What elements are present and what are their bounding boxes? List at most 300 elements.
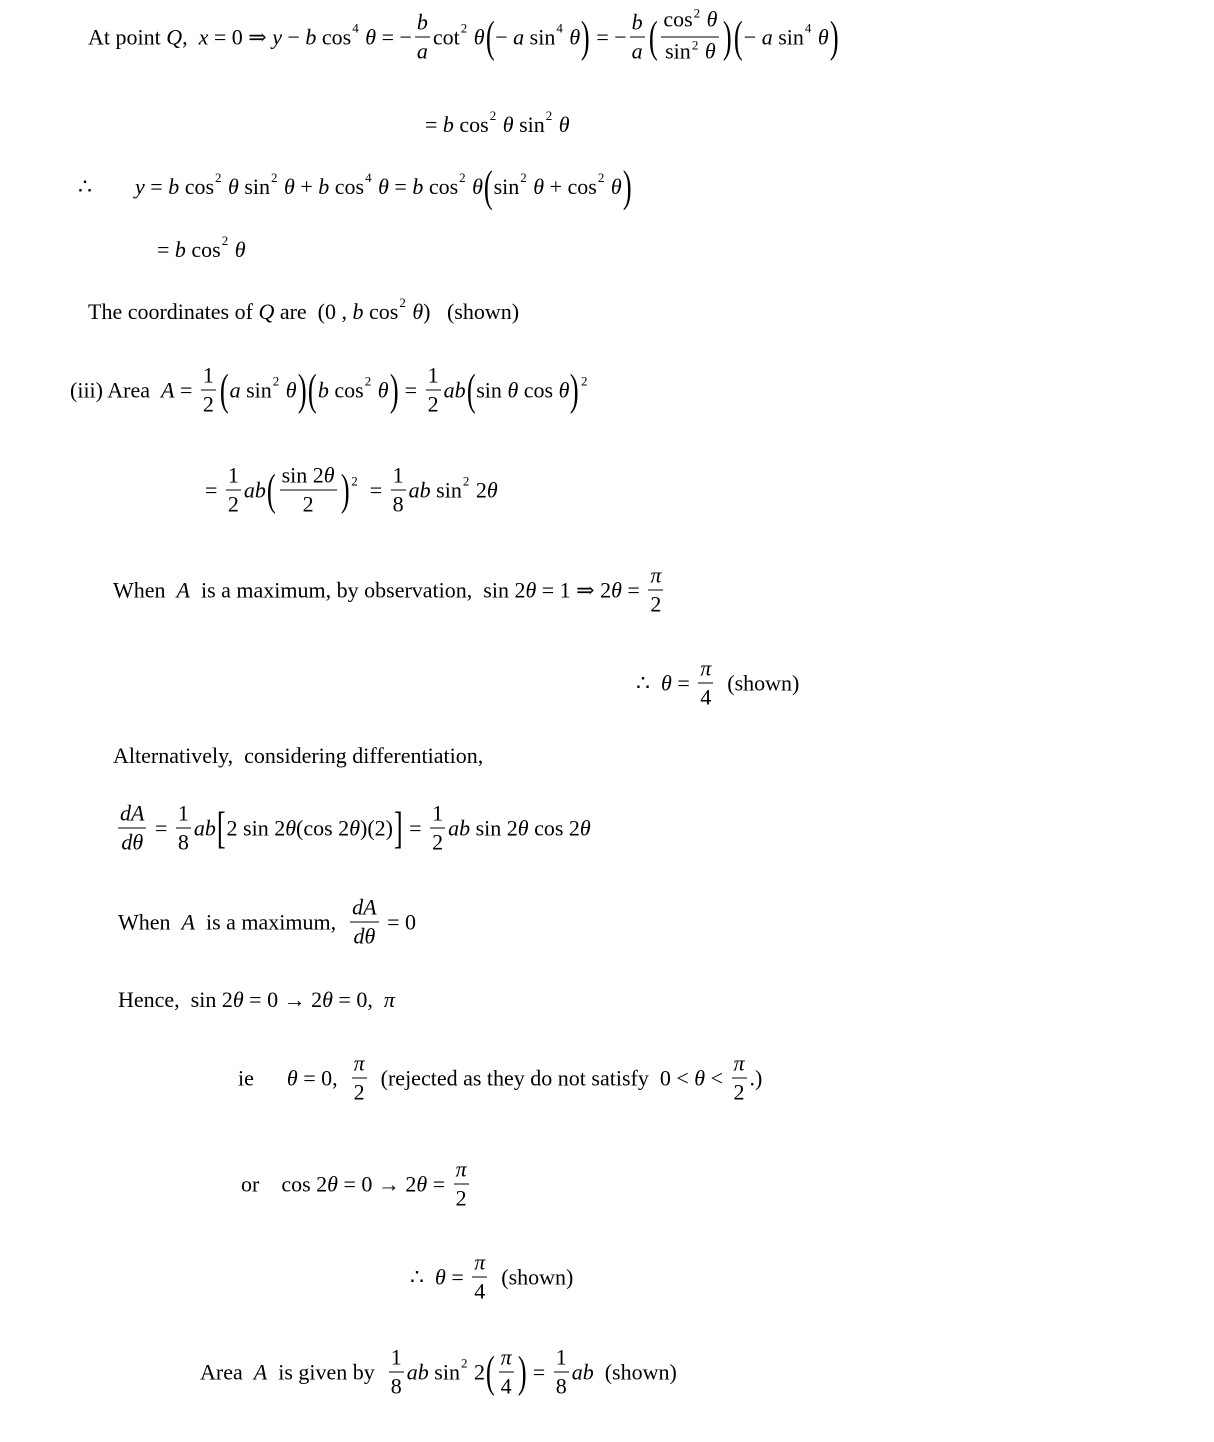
math-variable: b [412, 174, 424, 199]
math-text: 2 [202, 391, 214, 417]
math-variable: θ [416, 1171, 428, 1196]
math-variable: π [733, 1050, 745, 1076]
math-text: cos [423, 174, 459, 199]
math-text: = − [590, 24, 627, 49]
math-text: sin [240, 377, 272, 402]
math-text: = 0 ⇒ [208, 24, 273, 49]
fraction [732, 1050, 747, 1107]
math-variable: dθ [353, 923, 376, 949]
math-text: 2 [227, 491, 239, 517]
fraction [698, 655, 713, 712]
equation-line [241, 1156, 472, 1213]
math-text: 2 [470, 477, 487, 502]
bracket: ) [297, 365, 307, 414]
superscript: 2 [520, 170, 527, 185]
numerator [391, 462, 406, 491]
math-variable: π [353, 1050, 365, 1076]
math-variable: θ [473, 24, 485, 49]
bracket: ( [485, 12, 495, 61]
math-variable: A [161, 377, 175, 402]
math-text: = [205, 477, 223, 502]
fraction [201, 362, 216, 419]
superscript: 2 [693, 5, 701, 21]
denominator [176, 829, 191, 857]
math-text: 2 [432, 829, 444, 855]
superscript: 2 [597, 170, 605, 185]
math-text: = [399, 377, 423, 402]
fraction [472, 1249, 487, 1306]
superscript: 2 [460, 1355, 468, 1370]
denominator [648, 591, 663, 619]
math-variable: θ [285, 815, 297, 840]
superscript: 2 [459, 170, 466, 185]
numerator [499, 1344, 514, 1373]
math-variable: θ [486, 477, 498, 502]
math-text: 2 [427, 391, 439, 417]
fraction [350, 894, 378, 951]
equation-line [157, 233, 246, 263]
math-text: , [182, 24, 199, 49]
math-text: = 0 → 2 [243, 987, 323, 1012]
math-text: is a maximum, [194, 909, 348, 934]
superscript: 2 [581, 373, 588, 388]
numerator [426, 362, 441, 391]
superscript: 2 [489, 108, 497, 123]
math-text: = [621, 577, 646, 602]
math-text: 8 [555, 1373, 567, 1399]
bracket: ( [648, 12, 658, 61]
fraction [426, 362, 441, 419]
bracket: ) [829, 12, 839, 61]
math-text: = [671, 670, 696, 695]
math-variable: θ [228, 174, 239, 199]
math-variable: θ [232, 987, 244, 1012]
math-variable: a [631, 38, 643, 64]
math-text: is given by [267, 1359, 386, 1384]
math-variable: ab [243, 477, 266, 502]
denominator [663, 38, 718, 69]
math-variable: θ [610, 174, 622, 199]
math-variable: θ [322, 987, 333, 1012]
math-text: cot [432, 24, 460, 49]
math-variable: π [500, 1344, 512, 1370]
numerator [280, 462, 337, 491]
denominator [301, 491, 316, 519]
equation-line [238, 1050, 762, 1107]
math-variable: a [761, 24, 773, 49]
math-variable: b [305, 24, 317, 49]
fraction [280, 462, 337, 519]
numerator [648, 562, 663, 591]
bracket: ( [483, 162, 493, 211]
math-text: 4 [474, 1278, 486, 1304]
denominator [630, 38, 645, 66]
bracket: ( [485, 1347, 495, 1396]
superscript: 2 [462, 473, 470, 488]
fraction [499, 1344, 514, 1401]
math-variable: b [168, 174, 180, 199]
math-variable: θ [704, 38, 716, 64]
math-text: = [445, 1264, 470, 1289]
math-text: is a maximum, by observation, sin 2 [189, 577, 526, 602]
numerator [472, 1249, 487, 1278]
math-text: cos [316, 24, 352, 49]
equation-line [115, 800, 591, 857]
numerator [226, 462, 241, 491]
denominator [426, 391, 441, 419]
math-text: cos [663, 6, 693, 32]
math-text: ∴ [78, 174, 92, 199]
math-variable: θ [706, 6, 718, 32]
math-text: 2 [353, 1079, 365, 1105]
numerator [430, 800, 445, 829]
math-variable: y [272, 24, 282, 49]
math-variable: a [229, 377, 241, 402]
math-variable: b [174, 237, 186, 262]
math-variable: θ [286, 1065, 298, 1090]
bracket: ) [517, 1347, 527, 1396]
math-text: (shown) [490, 1264, 574, 1289]
fraction [118, 800, 146, 857]
bracket: ( [266, 465, 276, 514]
math-text: Hence, sin 2 [118, 987, 233, 1012]
math-text: ) (shown) [423, 299, 520, 324]
superscript: 2 [545, 108, 553, 123]
math-text: (shown) [593, 1359, 677, 1384]
math-text: − [743, 24, 762, 49]
math-variable: ab [448, 815, 471, 840]
math-text: = 0 [381, 909, 417, 934]
math-variable: π [700, 655, 712, 681]
bracket: ) [723, 12, 733, 61]
denominator [472, 1278, 487, 1306]
numerator [389, 1344, 404, 1373]
denominator [226, 491, 241, 519]
superscript: 2 [351, 473, 358, 488]
math-text: sin 2 [281, 462, 324, 488]
denominator [499, 1373, 514, 1401]
bracket: ] [393, 803, 403, 852]
denominator [201, 391, 216, 419]
fraction [430, 800, 445, 857]
math-text: = [403, 815, 428, 840]
equation-line [88, 295, 520, 325]
math-text: = 0 → 2 [337, 1171, 417, 1196]
equation-line [200, 1344, 677, 1401]
math-variable: θ [558, 112, 570, 137]
math-variable: ab [406, 1359, 429, 1384]
math-text: cos [329, 174, 365, 199]
denominator [351, 923, 377, 951]
fraction [176, 800, 191, 857]
superscript: 2 [399, 295, 406, 310]
bracket: ) [389, 365, 399, 414]
math-variable: dθ [121, 829, 144, 855]
math-variable: θ [579, 815, 591, 840]
math-text: 1 [555, 1344, 567, 1370]
bracket: ) [570, 365, 580, 414]
numerator [732, 1050, 747, 1079]
denominator [352, 1079, 367, 1107]
numerator [352, 1050, 367, 1079]
math-variable: b [317, 377, 329, 402]
math-variable: θ [472, 174, 483, 199]
math-variable: θ [323, 462, 335, 488]
math-variable: θ [285, 377, 297, 402]
numerator [118, 800, 146, 829]
numerator [415, 9, 430, 38]
equation-line [113, 743, 483, 769]
math-text: 2 sin 2 [226, 815, 286, 840]
numerator [454, 1156, 469, 1185]
math-text: .) [749, 1065, 763, 1090]
math-text: sin [428, 1359, 460, 1384]
numerator [350, 894, 378, 923]
math-variable: θ [817, 24, 829, 49]
math-variable: θ [558, 377, 570, 402]
math-variable: θ [517, 815, 529, 840]
math-variable: ab [443, 377, 466, 402]
bracket: ) [622, 162, 632, 211]
math-text: The coordinates of [88, 299, 259, 324]
fraction [352, 1050, 367, 1107]
fraction [630, 9, 645, 66]
equation-line [70, 362, 589, 419]
math-text: = [527, 1359, 551, 1384]
fraction [391, 462, 406, 519]
superscript: 2 [221, 233, 229, 248]
equation-line [410, 1249, 573, 1306]
math-text: )(2) [360, 815, 393, 840]
bracket: ( [219, 365, 229, 414]
math-variable: θ [412, 299, 424, 324]
superscript: 2 [272, 373, 280, 388]
math-text: cos [179, 174, 215, 199]
math-text: − [282, 24, 306, 49]
math-variable: Q [258, 299, 275, 324]
math-text: 1 [202, 362, 214, 388]
equation-line [205, 462, 498, 519]
bracket: ) [340, 465, 350, 514]
superscript: 2 [271, 170, 278, 185]
denominator [391, 491, 406, 519]
denominator [698, 684, 713, 712]
math-text: − [495, 24, 514, 49]
math-variable: θ [569, 24, 581, 49]
math-variable: θ [661, 670, 672, 695]
math-text: = 0, [332, 987, 384, 1012]
math-text: cos [453, 112, 489, 137]
math-text: 1 [390, 1344, 402, 1370]
superscript: 2 [364, 373, 372, 388]
math-text: are (0 , [274, 299, 353, 324]
superscript: 2 [215, 170, 222, 185]
fraction [648, 562, 663, 619]
equation-line [113, 562, 666, 619]
math-text: 8 [390, 1373, 402, 1399]
math-text: 1 [432, 800, 444, 826]
math-variable: A [253, 1359, 268, 1384]
math-text: < [705, 1065, 729, 1090]
math-text: sin [513, 112, 545, 137]
bracket: ( [308, 365, 317, 414]
math-text: 1 [392, 462, 404, 488]
math-variable: y [135, 174, 145, 199]
fraction [389, 1344, 404, 1401]
denominator [430, 829, 445, 857]
math-text: 2 [302, 491, 314, 517]
math-variable: θ [284, 174, 295, 199]
math-text: = [149, 815, 173, 840]
numerator [698, 655, 713, 684]
math-text: sin [476, 377, 508, 402]
math-variable: dA [120, 800, 145, 826]
math-text: sin [493, 174, 520, 199]
superscript: 4 [804, 20, 812, 35]
superscript: 4 [352, 20, 359, 35]
math-text: sin [665, 38, 691, 64]
math-text: = [174, 377, 198, 402]
math-variable: ab [571, 1359, 594, 1384]
math-variable: θ [435, 1264, 446, 1289]
math-variable: A [176, 577, 190, 602]
math-text: = [388, 174, 413, 199]
math-variable: θ [378, 174, 389, 199]
math-text: (shown) [716, 670, 800, 695]
math-variable: x [198, 24, 209, 49]
math-text: cos 2 [528, 815, 580, 840]
numerator [661, 6, 719, 38]
math-variable: π [474, 1249, 486, 1275]
numerator [630, 9, 645, 38]
superscript: 2 [460, 20, 468, 35]
bracket: ( [734, 12, 743, 61]
math-text: 2 [650, 591, 662, 617]
math-variable: π [650, 562, 662, 588]
math-text: sin [238, 174, 271, 199]
bracket: ( [466, 365, 476, 414]
math-text: cos [328, 377, 364, 402]
math-text: At point [88, 24, 167, 49]
math-variable: θ [533, 174, 545, 199]
numerator [201, 362, 216, 391]
math-variable: dA [352, 894, 377, 920]
math-text: = 0, [297, 1065, 349, 1090]
math-text: When [113, 577, 177, 602]
math-text: cos [518, 377, 559, 402]
math-variable: θ [507, 377, 519, 402]
math-variable: b [318, 174, 330, 199]
math-variable: b [631, 9, 643, 35]
math-text: sin [524, 24, 556, 49]
superscript: 4 [556, 20, 563, 35]
math-text: sin 2 [470, 815, 518, 840]
math-variable: θ [694, 1065, 706, 1090]
equation-line [78, 174, 92, 200]
equation-line [425, 108, 570, 138]
denominator [732, 1079, 747, 1107]
math-text: = 1 ⇒ 2 [536, 577, 612, 602]
math-text: 1 [227, 462, 239, 488]
math-text: cos [185, 237, 221, 262]
fraction [415, 9, 430, 66]
math-text: sin [772, 24, 804, 49]
math-text: (iii) Area [70, 377, 162, 402]
fraction [226, 462, 241, 519]
math-variable: θ [611, 577, 622, 602]
numerator [554, 1344, 569, 1373]
equation-line [118, 987, 395, 1013]
math-variable: θ [349, 815, 360, 840]
math-text: + cos [544, 174, 597, 199]
denominator [119, 829, 145, 857]
math-text: 2 [455, 1185, 467, 1211]
math-variable: θ [234, 237, 246, 262]
denominator [415, 38, 430, 66]
superscript: 4 [365, 170, 372, 185]
denominator [454, 1185, 469, 1213]
math-text: ie [238, 1065, 287, 1090]
numerator [176, 800, 191, 829]
math-variable: a [416, 38, 428, 64]
math-text: = [358, 477, 388, 502]
fraction [454, 1156, 469, 1213]
math-variable: ab [408, 477, 431, 502]
bracket: ) [581, 12, 590, 61]
math-text: (cos 2 [296, 815, 350, 840]
math-text: ∴ [636, 670, 661, 695]
math-text: 4 [700, 684, 712, 710]
math-text: 1 [427, 362, 439, 388]
math-text: Area [200, 1359, 254, 1384]
math-text: = [144, 174, 169, 199]
math-text: 4 [500, 1373, 512, 1399]
math-text: 8 [392, 491, 404, 517]
math-text: 1 [177, 800, 189, 826]
math-variable: θ [365, 24, 377, 49]
math-variable: a [513, 24, 525, 49]
denominator [554, 1373, 569, 1401]
math-variable: θ [327, 1171, 338, 1196]
equation-line [135, 162, 632, 211]
math-text: cos [363, 299, 399, 324]
math-text: When [118, 909, 182, 934]
equation-line [636, 655, 799, 712]
math-variable: A [181, 909, 195, 934]
math-text: 2 [733, 1079, 745, 1105]
math-text: = − [376, 24, 412, 49]
fraction [554, 1344, 569, 1401]
denominator [389, 1373, 404, 1401]
math-text: Alternatively, considering differentiation, [113, 743, 484, 768]
math-text: + [294, 174, 319, 199]
math-variable: θ [525, 577, 537, 602]
math-variable: b [416, 9, 428, 35]
math-variable: b [352, 299, 364, 324]
superscript: 2 [691, 37, 699, 53]
math-text: = [425, 112, 443, 137]
math-text: 2 [468, 1359, 485, 1384]
math-variable: Q [166, 24, 183, 49]
equation-line [88, 6, 839, 69]
math-text: or cos 2 [241, 1171, 328, 1196]
math-variable: π [383, 987, 395, 1012]
math-text: ∴ [410, 1264, 435, 1289]
math-text: 8 [177, 829, 189, 855]
math-variable: θ [502, 112, 514, 137]
math-text: sin [430, 477, 462, 502]
math-variable: π [455, 1156, 467, 1182]
